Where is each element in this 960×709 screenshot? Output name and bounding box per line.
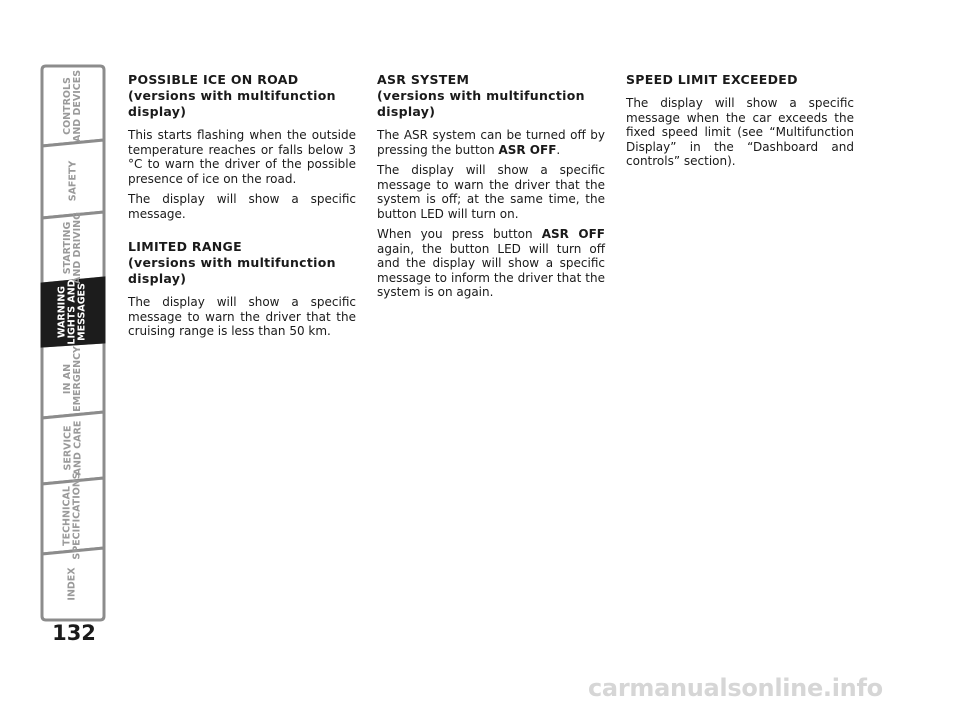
section-heading-asr [377,72,605,120]
heading-asr-title: ASR SYSTEM [377,72,470,87]
heading-asr-subtitle: (versions with multifunction display) [377,88,585,119]
paragraph-asr-2: The display will show a specific message to warn the driver that the system is off; at the same time, the button LED will turn on. [377,163,605,221]
tab-starting-and-driving[interactable] [44,214,102,282]
asr-1-text-before: The ASR system can be turned off by pressing the button [377,128,605,157]
tab-label-emergency: IN AN EMERGENCY [62,346,83,412]
section-heading-range [128,239,356,287]
column-2 [377,72,605,306]
tab-warning-lights-and-messages[interactable] [44,280,102,344]
tab-index[interactable] [44,550,102,618]
asr-3-text-before: When you press button [377,227,542,241]
asr-3-text-after: again, the button LED will turn off and the display will show a specific message to inform the driver that the system is on again. [377,241,605,299]
column-1 [128,72,356,345]
heading-ice-title: POSSIBLE ICE ON ROAD [128,72,299,87]
paragraph-range-1: The display will show a specific message to warn the driver that the cruising range is less than 50 km. [128,295,356,338]
page-number: 132 [52,621,96,645]
tab-label-safety: SAFETY [66,160,78,202]
watermark-text: carmanualsonline.info [588,674,883,702]
tab-label-controls: CONTROLS AND DEVICES [62,69,83,143]
asr-1-text-after: . [556,142,561,157]
tab-label-starting: STARTING AND DRIVING [62,212,83,284]
tab-safety[interactable] [44,146,102,216]
column-3 [626,72,854,175]
section-gap [128,227,356,239]
paragraph-asr-1 [377,128,605,157]
asr-off-button-label: ASR OFF [498,142,557,157]
paragraph-speed-1: The display will show a specific message when the car exceeds the fixed speed limit (see “Multifunction Display” in the “Dashboard and controls” section). [626,96,854,168]
tab-label-index: INDEX [67,567,78,601]
paragraph-ice-2: The display will show a specific message. [128,192,356,221]
heading-range-subtitle: (versions with multifunction display) [128,255,336,286]
tab-label-technical: TECHNICAL SPECIFICATIONS [62,472,84,560]
paragraph-ice-1: This starts flashing when the outside temperature reaches or falls below 3 °C to warn the driver of the possible presence of ice on the road. [128,128,356,186]
tab-label-warning: WARNING LIGHTS AND MESSAGES [57,279,88,345]
asr-off-button-label-2: ASR OFF [541,227,605,241]
section-heading-ice [128,72,356,120]
tab-controls-and-devices[interactable] [44,68,102,144]
heading-speed-title: SPEED LIMIT EXCEEDED [626,72,798,87]
paragraph-asr-3 [377,227,605,300]
tab-technical-specifications[interactable] [44,472,102,560]
heading-ice-subtitle: (versions with multifunction display) [128,88,336,119]
tab-label-service: SERVICE AND CARE [62,420,83,476]
section-heading-speed [626,72,854,88]
heading-range-title: LIMITED RANGE [128,239,242,254]
tab-in-an-emergency[interactable] [44,344,102,414]
